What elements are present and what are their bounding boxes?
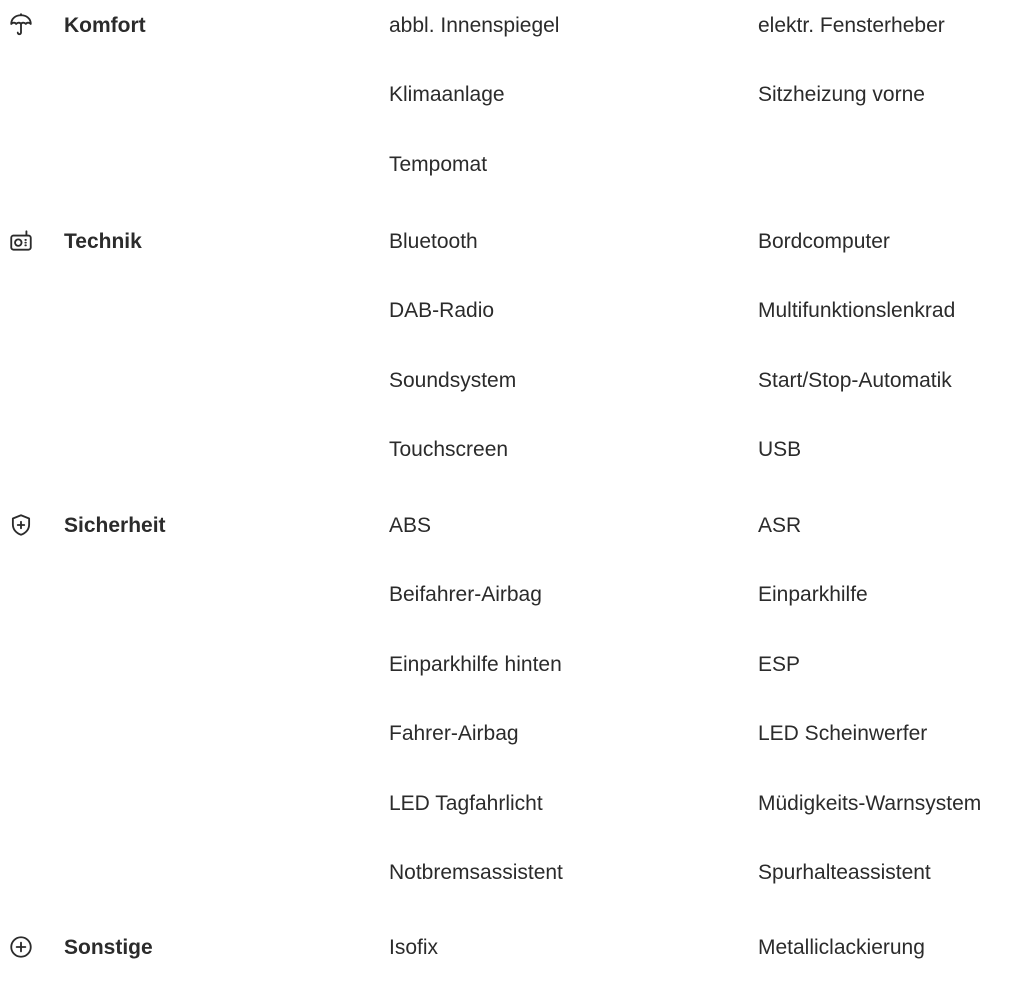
- radio-icon: [8, 228, 34, 254]
- feature-item: Tempomat: [389, 152, 488, 176]
- feature-item: ESP: [758, 652, 801, 676]
- feature-item: Klimaanlage: [389, 83, 505, 107]
- feature-item: Multifunktionslenkrad: [758, 299, 956, 323]
- feature-item: ABS: [389, 514, 432, 537]
- feature-item: Notbremsassistent: [389, 860, 563, 884]
- feature-item: Bluetooth: [389, 230, 478, 253]
- feature-item: DAB-Radio: [389, 299, 495, 323]
- feature-item: ASR: [758, 514, 802, 537]
- feature-item: Fahrer-Airbag: [389, 722, 519, 746]
- category-items: [389, 10, 1024, 218]
- feature-item: Soundsystem: [389, 368, 517, 392]
- plus-circle-icon: [8, 934, 34, 960]
- feature-item: Einparkhilfe hinten: [389, 652, 562, 676]
- category-items: [389, 226, 1024, 504]
- category-title: Sonstige: [64, 936, 153, 959]
- feature-item: Beifahrer-Airbag: [389, 583, 542, 607]
- feature-item: Spurhalteassistent: [758, 860, 931, 884]
- feature-item: Isofix: [389, 936, 439, 959]
- feature-item: LED Scheinwerfer: [758, 722, 928, 746]
- category-title: Komfort: [64, 14, 146, 37]
- feature-item: elektr. Fensterheber: [758, 14, 945, 37]
- category-items: [389, 510, 1024, 926]
- feature-item: Touchscreen: [389, 438, 509, 462]
- feature-item: Metalliclackierung: [758, 936, 925, 959]
- feature-item: LED Tagfahrlicht: [389, 791, 543, 815]
- feature-item: Müdigkeits-Warnsystem: [758, 791, 982, 815]
- umbrella-icon: [8, 12, 34, 38]
- feature-item: USB: [758, 438, 802, 462]
- feature-item: abbl. Innenspiegel: [389, 14, 560, 37]
- feature-item: Start/Stop-Automatik: [758, 368, 952, 392]
- feature-item: Einparkhilfe: [758, 583, 868, 607]
- shield-plus-icon: [8, 512, 34, 538]
- category-title: Technik: [64, 230, 142, 253]
- category-items: [389, 932, 1024, 1000]
- feature-item: Bordcomputer: [758, 230, 890, 253]
- feature-item: Sitzheizung vorne: [758, 83, 925, 107]
- category-title: Sicherheit: [64, 514, 166, 537]
